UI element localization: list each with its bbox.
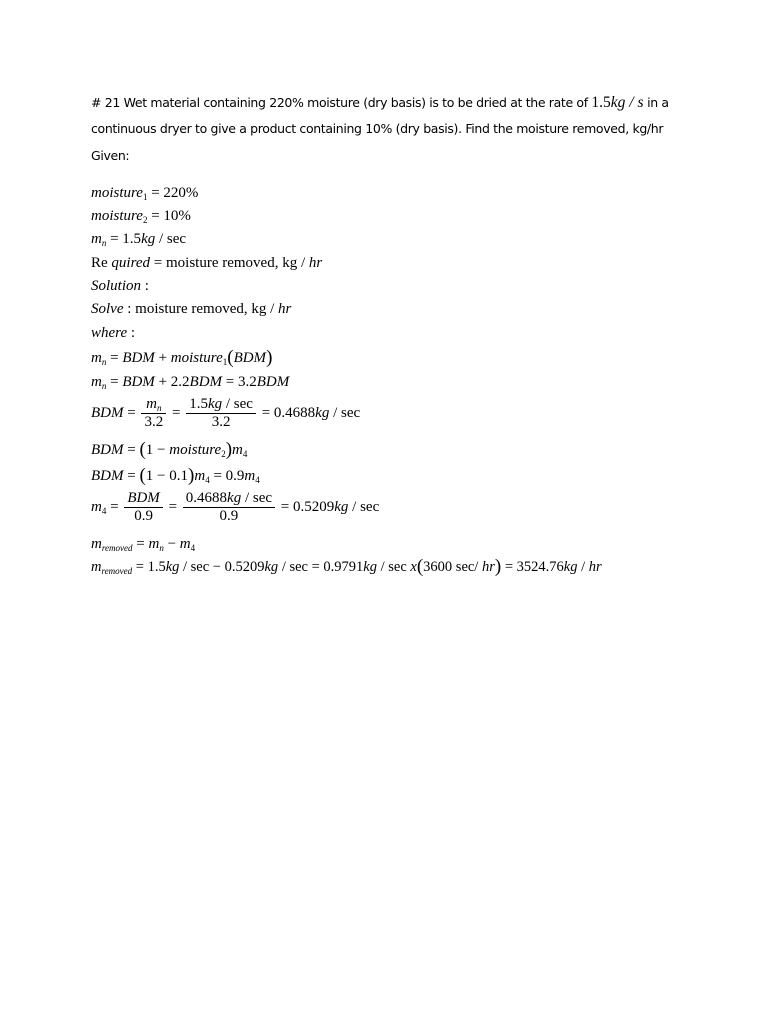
eq-term: BDM	[256, 374, 290, 390]
eq-paren: )	[188, 465, 195, 486]
eq-term: m	[91, 559, 102, 575]
fraction-denominator: 0.9	[219, 508, 239, 524]
eq-term: = 1.5	[106, 231, 142, 247]
eq-paren: )	[266, 347, 273, 368]
eq-term: / sec	[348, 498, 380, 515]
eq-term: hr	[308, 255, 323, 271]
eq-term: / sec	[376, 559, 411, 575]
eq-term: 1 −	[145, 442, 170, 458]
eq-term: moisture	[91, 208, 143, 224]
eq-term: m	[146, 396, 158, 412]
equation-mn-32bdm	[91, 373, 289, 391]
eq-sub: n	[101, 238, 107, 248]
eq-term: m	[232, 442, 243, 458]
eq-term: where	[91, 325, 128, 341]
eq-term: kg	[334, 498, 349, 515]
eq-term: =	[132, 536, 149, 552]
eq-term: = 0.5209	[277, 498, 335, 515]
eq-term: moisture	[91, 185, 143, 201]
eq-term: kg	[207, 396, 223, 412]
eq-sub: n	[159, 543, 164, 553]
eq-term: m	[91, 374, 102, 390]
eq-term: 0.4688	[185, 490, 228, 506]
eq-term: kg	[227, 490, 242, 506]
eq-term: = 3.2	[222, 374, 257, 390]
equation-required	[91, 254, 322, 272]
fraction-denominator: 3.2	[211, 414, 231, 430]
eq-term: 3600 sec/	[423, 559, 482, 575]
eq-term: = 0.4688	[257, 404, 316, 421]
equation-solve	[91, 300, 291, 318]
eq-sub: n	[157, 403, 162, 413]
eq-term: BDM	[91, 468, 124, 484]
eq-term: m	[194, 468, 206, 484]
eq-term: hr	[588, 559, 602, 575]
fraction-denominator: 0.9	[134, 508, 153, 524]
eq-term: = moisture removed, kg /	[150, 255, 309, 271]
eq-sub: 4	[190, 543, 196, 553]
eq-term: = 10%	[147, 208, 191, 224]
eq-term: 1.5	[189, 396, 208, 412]
eq-term: −	[163, 536, 180, 552]
equation-m4-value	[91, 490, 379, 525]
equation-bdm-m4	[91, 440, 247, 459]
eq-term: m	[91, 498, 102, 515]
eq-term: m	[91, 231, 102, 247]
equation-m-removed	[91, 535, 195, 553]
eq-term: m	[91, 350, 102, 366]
eq-term: m	[179, 536, 191, 552]
eq-term: moisture	[170, 350, 223, 366]
eq-sub: 1	[142, 192, 148, 202]
eq-term: =	[123, 404, 140, 421]
problem-line-1	[91, 90, 731, 116]
equation-bdm-09m4	[91, 466, 260, 485]
eq-term: :	[141, 278, 149, 294]
eq-term: BDM	[189, 374, 223, 390]
eq-term: /	[577, 559, 589, 575]
given-label: Given:	[91, 148, 130, 163]
eq-paren: (	[227, 347, 234, 368]
eq-term: = 220%	[147, 185, 199, 201]
equation-where	[91, 324, 135, 342]
eq-paren: )	[494, 556, 502, 577]
eq-sub: n	[101, 357, 107, 367]
eq-term: BDM	[91, 442, 124, 458]
equation-final-answer	[91, 557, 602, 576]
eq-sub: 4	[101, 505, 107, 516]
eq-term: m	[148, 536, 160, 552]
eq-term: m	[91, 536, 102, 552]
eq-term: =	[123, 468, 140, 484]
equation-moisture-2	[91, 207, 191, 225]
equation-solution	[91, 277, 149, 295]
eq-term: hr	[481, 559, 495, 575]
fraction-numerator	[141, 396, 166, 414]
eq-sub: n	[101, 381, 107, 391]
eq-term: / sec	[329, 404, 361, 421]
eq-term: 1 − 0.1	[145, 468, 189, 484]
fraction	[186, 396, 256, 431]
fraction	[141, 396, 166, 431]
eq-sub: 1	[222, 357, 228, 367]
eq-paren: (	[139, 439, 146, 460]
eq-term: hr	[278, 301, 292, 317]
eq-term: = 3524.76	[501, 559, 564, 575]
eq-term: / sec − 0.5209	[179, 559, 265, 575]
eq-term: x	[410, 559, 417, 575]
fraction-numerator	[186, 396, 256, 414]
fraction-numerator	[183, 490, 275, 508]
eq-term: / sec = 0.9791	[278, 559, 364, 575]
eq-sub: removed	[101, 566, 133, 576]
eq-sub: 4	[242, 449, 248, 459]
eq-term: =	[123, 442, 140, 458]
equation-mn-bdm	[91, 348, 272, 367]
eq-term: moisture	[169, 442, 222, 458]
equation-mn	[91, 230, 186, 248]
eq-term: + 2.2	[154, 374, 190, 390]
eq-term: kg	[363, 559, 377, 575]
eq-term: BDM	[122, 374, 155, 390]
eq-term: / sec	[241, 490, 273, 506]
eq-term: = 1.5	[132, 559, 166, 575]
fraction	[124, 490, 163, 525]
eq-term: +	[154, 350, 171, 366]
eq-term: BDM	[91, 404, 124, 421]
eq-paren: )	[225, 439, 233, 460]
eq-term: kg	[264, 559, 279, 575]
fraction-numerator: BDM	[124, 490, 163, 508]
eq-term: =	[106, 374, 123, 390]
eq-term: / sec	[155, 231, 187, 247]
eq-term: BDM	[233, 350, 267, 366]
eq-term: kg	[315, 404, 330, 421]
eq-term: kg	[165, 559, 180, 575]
eq-term: =	[164, 498, 181, 515]
fraction	[183, 490, 275, 525]
eq-sub: 2	[142, 215, 148, 225]
eq-paren: (	[416, 556, 424, 577]
eq-term: Solve	[91, 301, 124, 317]
fraction-denominator: 3.2	[144, 414, 164, 430]
eq-term: Solution	[91, 278, 142, 294]
eq-term: = 0.9	[209, 468, 245, 484]
eq-term: m	[244, 468, 256, 484]
problem-statement	[91, 90, 731, 142]
problem-line-2: continuous dryer to give a product containing 10% (dry basis). Find the moisture removed, kg/hr	[91, 121, 664, 136]
equation-bdm-value	[91, 396, 360, 431]
eq-paren: (	[139, 465, 146, 486]
eq-sub: 2	[221, 449, 226, 459]
eq-sub: 4	[255, 475, 260, 485]
eq-term: BDM	[122, 350, 155, 366]
rate-value: 1.5	[591, 94, 611, 111]
rate-unit: kg / s	[610, 94, 644, 111]
problem-text: in a	[643, 95, 669, 110]
eq-term: =	[168, 404, 185, 421]
eq-term: =	[106, 350, 123, 366]
eq-term: kg	[563, 559, 578, 575]
problem-text: # 21 Wet material containing 220% moisture (dry basis) is to be dried at the rate of	[91, 95, 592, 110]
equation-moisture-1	[91, 184, 198, 202]
eq-term: =	[106, 498, 123, 515]
eq-term: : moisture removed, kg /	[123, 301, 279, 317]
eq-term: :	[127, 325, 136, 341]
eq-term: kg	[141, 231, 156, 247]
eq-sub: 4	[205, 475, 210, 485]
eq-term: Re	[91, 255, 112, 271]
eq-term: quired	[111, 255, 151, 271]
eq-term: / sec	[222, 396, 253, 412]
eq-sub: removed	[101, 543, 133, 553]
